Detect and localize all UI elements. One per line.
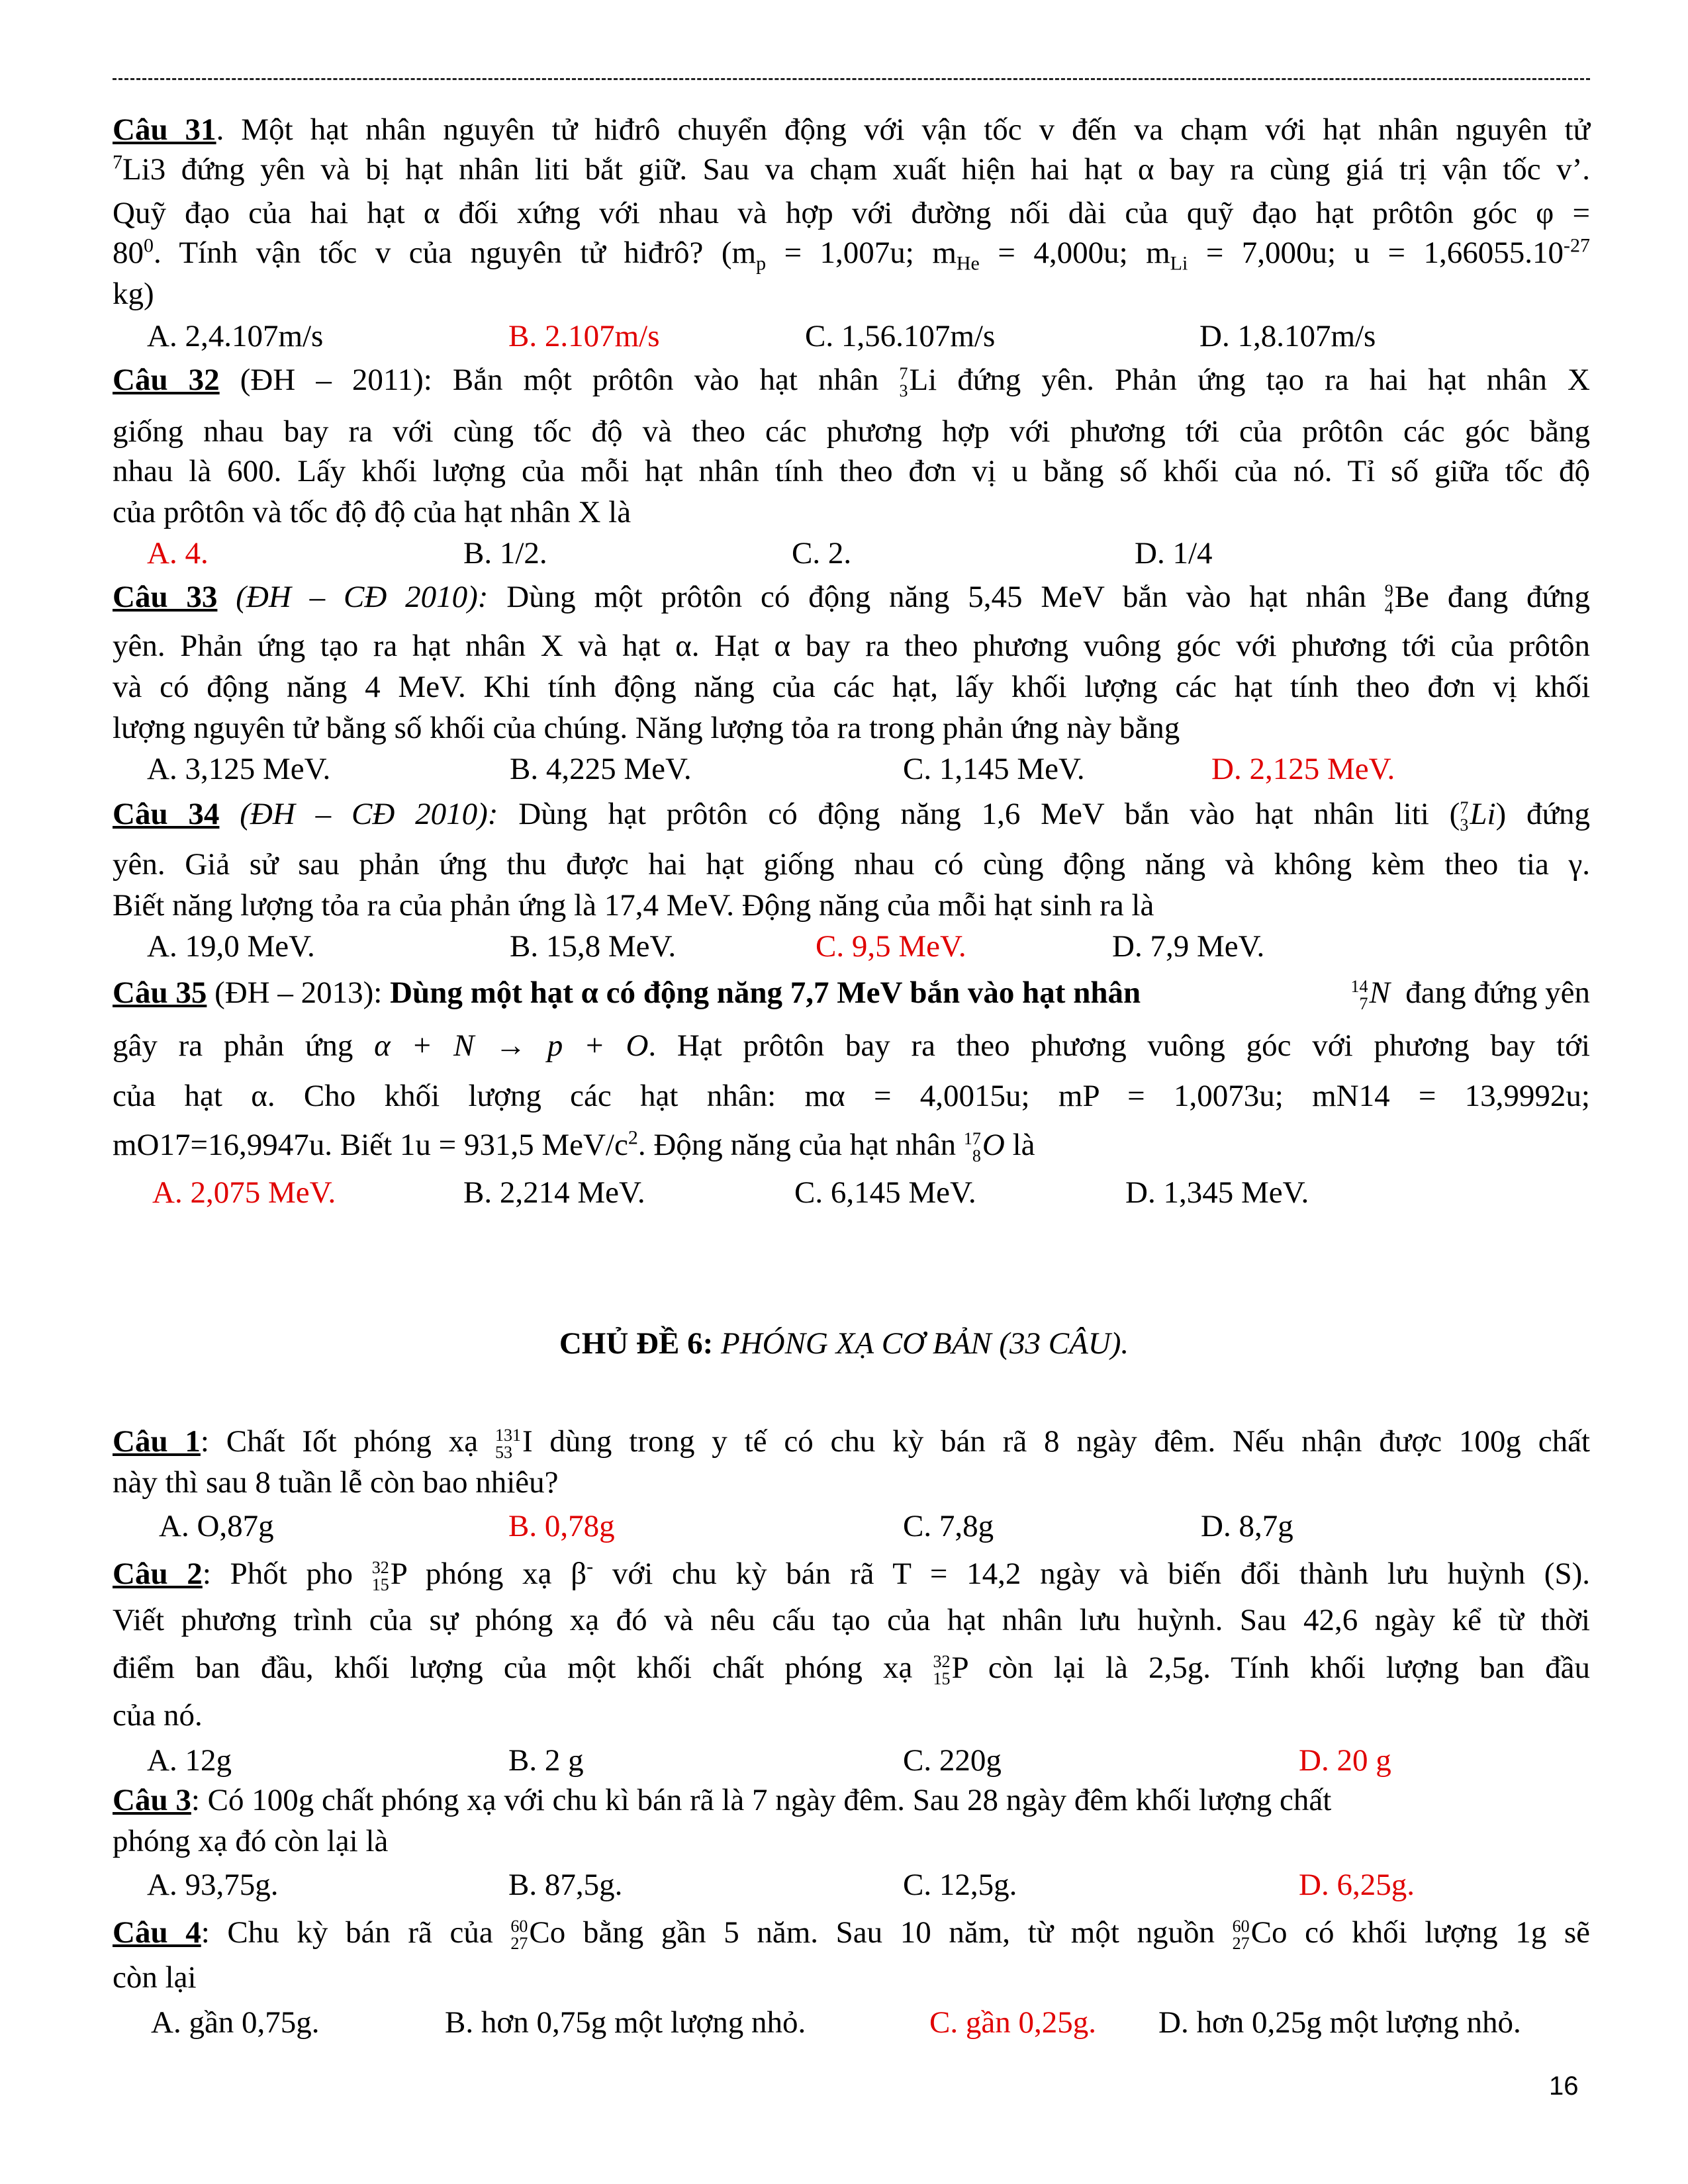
q35-line-2: gây ra phản ứng α + N → p + O. Hạt prôtôn bay ra theo phương vuông góc với phương bay tới: [113, 1028, 1590, 1063]
q31-option-a: A. 2,4.107m/s: [147, 319, 324, 353]
q34-line-1: Câu 34 (ĐH – CĐ 2010): Dùng hạt prôtôn có động năng 1,6 MeV bắn vào hạt nhân liti ( 7 3 Li) đứng: [113, 797, 1590, 835]
c4-label: Câu 4: [113, 1915, 201, 1950]
q34-line-2: yên. Giả sử sau phản ứng thu được hai hạt giống nhau có cùng động năng và không kèm theo tia γ.: [113, 847, 1590, 882]
q34-option-d: D. 7,9 MeV.: [1112, 929, 1265, 964]
q31-line-4: $80^0$. Tính vận tốc v của nguyên tử hiđrô? ($m_p = 1,007u$; $m_{He} = 4,000u$; $m_{Li} = 7,000u$; $u = 1,66055.10^{-27}$: [113, 234, 1591, 275]
c1-option-a: A. O,87g: [159, 1509, 274, 1543]
c4-option-a: A. gần 0,75g.: [151, 2005, 320, 2040]
q33-line-2: yên. Phản ứng tạo ra hạt nhân X và hạt α. Hạt α bay ra theo phương vuông góc với phương tới của prôtôn: [113, 629, 1590, 663]
q32-line-4: của prôtôn và tốc độ độ của hạt nhân X là: [113, 495, 632, 529]
c1-line-2: này thì sau 8 tuần lễ còn bao nhiêu?: [113, 1465, 559, 1500]
q31-line-1: Câu 31. Một hạt nhân nguyên tử hiđrô chuyển động với vận tốc v đến va chạm với hạt nhân nguyên tử: [113, 113, 1590, 147]
page-number: 16: [1549, 2071, 1579, 2101]
q32-option-b: B. 1/2.: [463, 536, 547, 570]
q31-line-5: kg): [113, 277, 154, 311]
q31-line-2: $^7$Li3 đứng yên và bị hạt nhân liti bắt giữ. Sau va chạm xuất hiện hai hạt α bay ra cùng giá trị vận tốc v’.: [113, 151, 1590, 187]
c3-option-d-answer: D. 6,25g.: [1299, 1868, 1415, 1902]
q31-label: Câu 31: [113, 113, 216, 147]
q33-label: Câu 33: [113, 580, 218, 614]
c2-option-c: C. 220g: [903, 1743, 1002, 1778]
c4-option-d: D. hơn 0,25g một lượng nhỏ.: [1158, 2005, 1521, 2040]
c3-option-c: C. 12,5g.: [903, 1868, 1017, 1902]
c1-line-1: Câu 1: Chất Iốt phóng xạ 131 53 I dùng trong y tế có chu kỳ bán rã 8 ngày đêm. Nếu nhận được 100g chất: [113, 1424, 1590, 1463]
c4-line-2: còn lại: [113, 1960, 197, 1995]
c2-line-2: Viết phương trình của sự phóng xạ đó và nêu cấu tạo của hạt nhân lưu huỳnh. Sau 42,6 ngày kể từ thời: [113, 1603, 1590, 1637]
c4-option-b: B. hơn 0,75g một lượng nhỏ.: [445, 2005, 806, 2040]
c2-option-b: B. 2 g: [508, 1743, 584, 1778]
q32-option-c: C. 2.: [792, 536, 852, 570]
q31-option-d: D. 1,8.107m/s: [1199, 319, 1376, 353]
q35-label: Câu 35: [113, 976, 207, 1010]
section-title: CHỦ ĐỀ 6: PHÓNG XẠ CƠ BẢN (33 CÂU).: [559, 1326, 1129, 1361]
q33-option-b: B. 4,225 MeV.: [510, 752, 692, 786]
c2-line-3: điểm ban đầu, khối lượng của một khối chất phóng xạ 32 15 P còn lại là 2,5g. Tính khối lượng ban đầu: [113, 1651, 1590, 1689]
q31-option-b-answer: B. 2.107m/s: [508, 319, 660, 353]
q32-label: Câu 32: [113, 363, 220, 397]
q33-option-d-answer: D. 2,125 MeV.: [1211, 752, 1395, 786]
q34-label: Câu 34: [113, 797, 220, 831]
q34-line-3: Biết năng lượng tỏa ra của phản ứng là 17,4 MeV. Động năng của mỗi hạt sinh ra là: [113, 888, 1154, 923]
q33-option-a: A. 3,125 MeV.: [147, 752, 331, 786]
q34-option-a: A. 19,0 MeV.: [147, 929, 315, 964]
q33-line-4: lượng nguyên tử bằng số khối của chúng. Năng lượng tỏa ra trong phản ứng này bằng: [113, 711, 1180, 745]
c4-option-c-answer: C. gần 0,25g.: [929, 2005, 1096, 2040]
top-separator: [113, 78, 1590, 80]
q35-line-1: Câu 35 (ĐH – 2013): Dùng một hạt α có động năng 7,7 MeV bắn vào hạt nhân: [113, 976, 1141, 1010]
c3-option-b: B. 87,5g.: [508, 1868, 623, 1902]
c2-line-4: của nó.: [113, 1698, 203, 1733]
q35-option-c: C. 6,145 MeV.: [794, 1175, 976, 1210]
c2-line-1: Câu 2: Phốt pho 32 15 P phóng xạ β- với chu kỳ bán rã T = 14,2 ngày và biến đổi thành lưu huỳnh (S).: [113, 1555, 1590, 1595]
q35-option-b: B. 2,214 MeV.: [463, 1175, 645, 1210]
q31-option-c: C. 1,56.107m/s: [805, 319, 996, 353]
q32-option-a-answer: A. 4.: [147, 536, 209, 570]
c2-option-d-answer: D. 20 g: [1299, 1743, 1391, 1778]
c4-line-1: Câu 4: Chu kỳ bán rã của 60 27 Co bằng gần 5 năm. Sau 10 năm, từ một nguồn 60 27 Co có khối lượng 1g sẽ: [113, 1915, 1590, 1954]
c3-label: Câu 3: [113, 1783, 191, 1817]
c3-option-a: A. 93,75g.: [147, 1868, 279, 1902]
c1-option-c: C. 7,8g: [903, 1509, 994, 1543]
q34-option-b: B. 15,8 MeV.: [510, 929, 677, 964]
c2-option-a: A. 12g: [147, 1743, 232, 1778]
c3-line-1: Câu 3: Có 100g chất phóng xạ với chu kì bán rã là 7 ngày đêm. Sau 28 ngày đêm khối lượng chất: [113, 1783, 1332, 1817]
c1-label: Câu 1: [113, 1424, 201, 1459]
q33-line-3: và có động năng 4 MeV. Khi tính động năng của các hạt, lấy khối lượng các hạt tính theo đơn vị khối: [113, 670, 1590, 704]
c2-label: Câu 2: [113, 1557, 203, 1591]
q35-option-a-answer: A. 2,075 MeV.: [152, 1175, 336, 1210]
q35-line-1-nucleus: 14 7 N đang đứng yên: [1350, 976, 1590, 1014]
q34-option-c-answer: C. 9,5 MeV.: [816, 929, 966, 964]
q35-option-d: D. 1,345 MeV.: [1125, 1175, 1309, 1210]
q31-line-3: Quỹ đạo của hai hạt α đối xứng với nhau và hợp với đường nối dài của quỹ đạo hạt prôtôn góc φ =: [113, 196, 1590, 230]
c1-option-b-answer: B. 0,78g: [508, 1509, 615, 1543]
q35-reaction-equation: α + N → p + O: [374, 1028, 649, 1063]
q33-line-1: Câu 33 (ĐH – CĐ 2010): Dùng một prôtôn có động năng 5,45 MeV bắn vào hạt nhân 9 4 Be đang đứng: [113, 580, 1590, 618]
c3-line-2: phóng xạ đó còn lại là: [113, 1824, 389, 1858]
q35-line-4: mO17=16,9947u. Biết 1u = 931,5 MeV/$c^2$. Động năng của hạt nhân 17 8 O là: [113, 1126, 1035, 1166]
q32-line-3: nhau là 600. Lấy khối lượng của mỗi hạt nhân tính theo đơn vị u bằng số khối của nó. Tỉ số giữa tốc độ: [113, 454, 1590, 488]
q32-option-d: D. 1/4: [1135, 536, 1213, 570]
q35-line-3: của hạt α. Cho khối lượng các hạt nhân: mα = 4,0015u; mP = 1,0073u; mN14 = 13,9992u;: [113, 1079, 1590, 1113]
q32-line-2: giống nhau bay ra với cùng tốc độ và theo các phương hợp với phương tới của prôtôn các góc bằng: [113, 414, 1590, 449]
q32-line-1: Câu 32 (ĐH – 2011): Bắn một prôtôn vào hạt nhân 7 3 Li đứng yên. Phản ứng tạo ra hai hạt nhân X: [113, 363, 1590, 401]
q33-option-c: C. 1,145 MeV.: [903, 752, 1085, 786]
c1-option-d: D. 8,7g: [1201, 1509, 1293, 1543]
